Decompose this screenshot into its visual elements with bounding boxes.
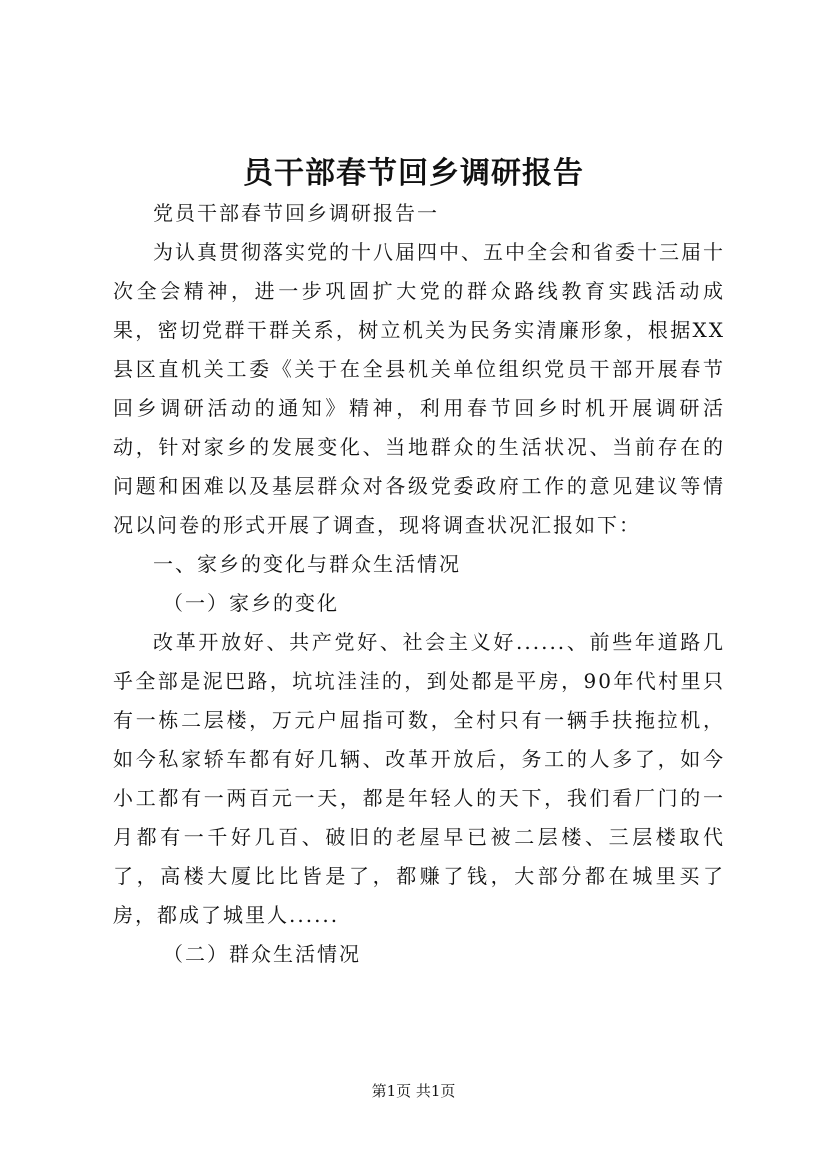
paragraph-intro: 为认真贯彻落实党的十八届四中、五中全会和省委十三届十次全会精神，进一步巩固扩大党的群众路线教育实践活动成果，密切党群干群关系，树立机关为民务实清廉形象，根据XX县区直机关工委《关于在全县机关单位组织党员干部开展春节回乡调研活动的通知》精神，利用春节回乡时机开展调研活动，针对家乡的发展变化、当地群众的生活状况、当前存在的问题和困难以及基层群众对各级党委政府工作的意见建议等情况以问卷的形式开展了调查，现将调查状况汇报如下：	[113, 240, 725, 537]
heading-subsection-1: （一）家乡的变化	[163, 591, 339, 615]
paragraph-changes: 改革开放好、共产党好、社会主义好......、前些年道路几乎全部是泥巴路，坑坑洼洼的，到处都是平房，90年代村里只有一栋二层楼，万元户屈指可数，全村只有一辆手扶拖拉机，如今私家轿车都有好几辆、改革开放后，务工的人多了，如今小工都有一两百元一天，都是年轻人的天下，我们看厂门的一月都有一千好几百、破旧的老屋早已被二层楼、三层楼取代了，高楼大厦比比皆是了，都赚了钱，大部分都在城里买了房，都成了城里人......	[113, 630, 725, 927]
heading-subsection-2: （二）群众生活情况	[163, 942, 361, 966]
document-body	[113, 194, 725, 974]
page-footer: 第1页 共1页	[371, 1082, 456, 1100]
document-title: 员干部春节回乡调研报告	[243, 156, 584, 191]
paragraph-subtitle: 党员干部春节回乡调研报告一	[153, 201, 439, 225]
heading-section-1: 一、家乡的变化与群众生活情况	[153, 552, 461, 576]
